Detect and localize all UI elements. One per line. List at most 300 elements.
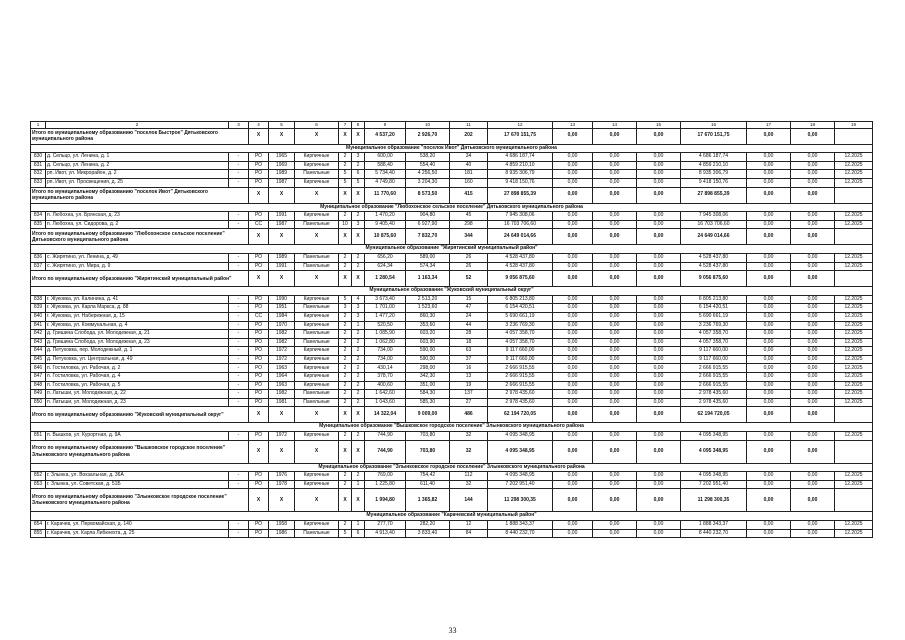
table-cell: 855: [31, 529, 46, 538]
table-cell: 10: [339, 220, 352, 229]
address-cell: рп. Ивот, ул. Микрорайон, д. 2: [46, 170, 229, 179]
table-cell: 2 666 915,55: [488, 381, 553, 390]
table-cell: 852: [31, 472, 46, 481]
table-cell: 2: [339, 347, 352, 356]
subtotal-cell: Х: [352, 271, 365, 287]
table-cell: 1 523,60: [406, 304, 450, 313]
table-cell: 0,00: [637, 338, 681, 347]
subtotal-cell: 4 537,20: [365, 128, 406, 144]
table-cell: Кирпичные: [295, 212, 339, 221]
subtotal-cell: 1 280,54: [365, 271, 406, 287]
table-cell: 5: [339, 529, 352, 538]
table-cell: 0,00: [593, 381, 637, 390]
table-cell: 0,00: [553, 338, 593, 347]
table-cell: Кирпичные: [295, 381, 339, 390]
table-cell: 4 686 187,74: [488, 153, 553, 162]
table-cell: -: [229, 364, 249, 373]
subtotal-cell: Х: [339, 407, 352, 423]
table-cell: 3 204,30: [406, 178, 450, 187]
table-cell: 4 528 437,80: [681, 262, 747, 271]
subtotal-cell: 0,00: [791, 229, 835, 245]
table-cell: 2: [339, 390, 352, 399]
table-cell: 0,00: [593, 480, 637, 489]
subtotal-cell: 202: [450, 128, 488, 144]
table-cell: 400,60: [365, 381, 406, 390]
table-cell: -: [229, 253, 249, 262]
table-cell: 4 913,40: [365, 529, 406, 538]
table-cell: 839: [31, 304, 46, 313]
table-cell: Панельные: [295, 304, 339, 313]
table-cell: 0,00: [791, 480, 835, 489]
table-row: [31, 220, 873, 229]
table-cell: 1972: [269, 432, 295, 441]
table-cell: 1970: [269, 321, 295, 330]
table-cell: 0,00: [747, 347, 791, 356]
table-cell: СС: [249, 220, 269, 229]
table-cell: 9 117 660,00: [488, 355, 553, 364]
table-cell: -: [229, 373, 249, 382]
subtotal-cell: 0,00: [553, 128, 593, 144]
table-cell: 1981: [269, 398, 295, 407]
table-cell: РО: [249, 330, 269, 339]
table-cell: 2: [339, 521, 352, 530]
table-cell: 1989: [269, 170, 295, 179]
subtotal-cell: 0,00: [747, 407, 791, 423]
table-cell: 2: [352, 398, 365, 407]
table-row: [31, 312, 873, 321]
table-cell: 44: [450, 321, 488, 330]
table-cell: 7 945 308,06: [488, 212, 553, 221]
table-cell: 6 154 420,51: [488, 304, 553, 313]
column-number: 16: [681, 122, 747, 129]
subtotal-cell: 0,00: [637, 271, 681, 287]
table-cell: 2 666 915,55: [681, 364, 747, 373]
table-cell: 6: [352, 170, 365, 179]
subtotal-cell: 0,00: [747, 128, 791, 144]
table-cell: Панельные: [295, 330, 339, 339]
table-cell: 0,00: [747, 381, 791, 390]
table-cell: 0,00: [593, 347, 637, 356]
table-cell: 0,00: [637, 161, 681, 170]
subtotal-cell: Х: [352, 440, 365, 463]
table-cell: 5: [339, 295, 352, 304]
subtotal-cell: 0,00: [747, 489, 791, 512]
table-cell: Кирпичные: [295, 178, 339, 187]
subtotal-label: Итого по муниципальному образованию "Жуковский муниципальный округ": [31, 407, 249, 423]
table-cell: Панельные: [295, 253, 339, 262]
table-cell: 2: [339, 330, 352, 339]
subtotal-cell: 62 194 720,05: [681, 407, 747, 423]
table-cell: 12.2025: [835, 304, 873, 313]
table-cell: 282,20: [406, 521, 450, 530]
table-cell: 0,00: [593, 529, 637, 538]
table-cell: 19: [450, 381, 488, 390]
table-cell: -: [229, 262, 249, 271]
table-cell: Кирпичные: [295, 521, 339, 530]
subtotal-cell: Х: [295, 229, 339, 245]
address-cell: п. Гостиловка, ул. Рабочая, д. 2: [46, 364, 229, 373]
table-cell: 2: [352, 472, 365, 481]
subtotal-cell: [835, 229, 873, 245]
table-cell: 850: [31, 398, 46, 407]
table-cell: 0,00: [593, 178, 637, 187]
subtotal-cell: Х: [249, 489, 269, 512]
table-cell: 12.2025: [835, 153, 873, 162]
address-cell: д. Гришина Слобода, ул. Молодежная, д. 23: [46, 338, 229, 347]
table-cell: 904,80: [406, 212, 450, 221]
table-cell: 2 666 915,55: [488, 373, 553, 382]
table-cell: 0,00: [791, 521, 835, 530]
subtotal-cell: 11 298 300,35: [681, 489, 747, 512]
table-cell: Кирпичные: [295, 321, 339, 330]
table-cell: 4 095 348,95: [681, 432, 747, 441]
subtotal-row: [31, 440, 873, 463]
table-cell: 1 225,80: [365, 480, 406, 489]
table-cell: 0,00: [553, 170, 593, 179]
table-cell: 835: [31, 220, 46, 229]
table-cell: 0,00: [553, 262, 593, 271]
table-cell: Панельные: [295, 529, 339, 538]
table-cell: 0,00: [593, 212, 637, 221]
table-cell: 0,00: [637, 529, 681, 538]
table-cell: 5: [352, 178, 365, 187]
table-cell: 63: [450, 347, 488, 356]
table-row: [31, 390, 873, 399]
table-cell: 0,00: [637, 153, 681, 162]
subtotal-cell: 0,00: [593, 128, 637, 144]
table-row: [31, 472, 873, 481]
table-cell: 0,00: [553, 212, 593, 221]
table-cell: 4 686 187,74: [681, 153, 747, 162]
table-cell: 1: [352, 521, 365, 530]
table-cell: 0,00: [637, 212, 681, 221]
table-cell: -: [229, 355, 249, 364]
table-row: [31, 178, 873, 187]
table-cell: 12.2025: [835, 262, 873, 271]
table-cell: 2: [339, 338, 352, 347]
table-cell: 8 440 232,70: [681, 529, 747, 538]
table-cell: 0,00: [553, 295, 593, 304]
table-cell: 12.2025: [835, 295, 873, 304]
table-cell: 2: [352, 212, 365, 221]
subtotal-cell: 4 095 348,95: [681, 440, 747, 463]
table-cell: 0,00: [747, 330, 791, 339]
column-number: 5: [269, 122, 295, 129]
subtotal-label: Итого по муниципальному образованию "Злынковское городское поселение" Злынковского муниципального района: [31, 489, 249, 512]
table-cell: 40: [450, 161, 488, 170]
table-cell: 836: [31, 253, 46, 262]
subtotal-cell: Х: [269, 187, 295, 203]
table-cell: 9 117 660,00: [681, 347, 747, 356]
table-cell: 849: [31, 390, 46, 399]
table-cell: РО: [249, 178, 269, 187]
section-header-row: [31, 423, 873, 432]
table-cell: 0,00: [553, 312, 593, 321]
table-cell: 6 927,90: [406, 220, 450, 229]
table-cell: 2: [339, 398, 352, 407]
address-cell: с. Жирятино, ул. Мира, д. 9: [46, 262, 229, 271]
table-cell: Кирпичные: [295, 432, 339, 441]
table-cell: РО: [249, 472, 269, 481]
table-cell: 0,00: [791, 212, 835, 221]
table-cell: 1 470,20: [365, 212, 406, 221]
table-cell: 1982: [269, 338, 295, 347]
table-row: [31, 347, 873, 356]
table-cell: 703,80: [406, 432, 450, 441]
subtotal-cell: 17 670 151,75: [488, 128, 553, 144]
table-cell: 0,00: [791, 364, 835, 373]
table-cell: 1984: [269, 312, 295, 321]
subtotal-cell: [835, 128, 873, 144]
address-cell: п. Латыши, ул. Молодежная, д. 23: [46, 398, 229, 407]
table-cell: -: [229, 480, 249, 489]
table-cell: 656,20: [365, 253, 406, 262]
subtotal-row: [31, 187, 873, 203]
address-cell: г. Злынка, ул. Вокзальная, д. 36А: [46, 472, 229, 481]
table-cell: 0,00: [637, 220, 681, 229]
table-cell: 0,00: [747, 364, 791, 373]
section-title: Муниципальное образование "поселок Ивот" Дятьковского муниципального района: [31, 144, 873, 153]
table-cell: 860,30: [406, 312, 450, 321]
table-cell: 2: [339, 364, 352, 373]
table-cell: 0,00: [553, 161, 593, 170]
subtotal-cell: 9 009,00: [406, 407, 450, 423]
table-cell: 2: [352, 347, 365, 356]
subtotal-cell: 0,00: [553, 440, 593, 463]
table-cell: 3: [352, 220, 365, 229]
subtotal-label: Итого по муниципальному образованию "поселок Быстрое" Дятьковского муниципального района: [31, 128, 249, 144]
table-row: [31, 304, 873, 313]
table-cell: 0,00: [593, 432, 637, 441]
table-cell: 12.2025: [835, 330, 873, 339]
subtotal-cell: Х: [339, 489, 352, 512]
table-cell: 1964: [269, 373, 295, 382]
subtotal-cell: Х: [295, 440, 339, 463]
table-cell: 12.2025: [835, 432, 873, 441]
subtotal-cell: 0,00: [593, 407, 637, 423]
section-header-row: [31, 245, 873, 254]
table-cell: 831: [31, 161, 46, 170]
table-cell: 0,00: [553, 220, 593, 229]
table-cell: 848: [31, 381, 46, 390]
subtotal-cell: 703,80: [406, 440, 450, 463]
table-cell: 4 859 210,10: [681, 161, 747, 170]
table-cell: 2 666 915,55: [488, 364, 553, 373]
table-cell: 1991: [269, 262, 295, 271]
table-cell: 9 117 660,00: [488, 347, 553, 356]
table-body: [31, 122, 873, 538]
table-cell: 2: [352, 253, 365, 262]
subtotal-cell: Х: [269, 229, 295, 245]
subtotal-cell: Х: [352, 489, 365, 512]
table-cell: 830: [31, 153, 46, 162]
column-number: 11: [450, 122, 488, 129]
table-cell: 538,20: [406, 153, 450, 162]
table-cell: 0,00: [593, 295, 637, 304]
table-cell: 32: [450, 432, 488, 441]
table-cell: Панельные: [295, 262, 339, 271]
table-row: [31, 262, 873, 271]
table-cell: 1963: [269, 364, 295, 373]
table-cell: 2: [352, 432, 365, 441]
subtotal-cell: 0,00: [637, 187, 681, 203]
table-cell: 0,00: [791, 347, 835, 356]
table-cell: 7 945 308,06: [681, 212, 747, 221]
subtotal-cell: Х: [295, 128, 339, 144]
subtotal-cell: 0,00: [637, 489, 681, 512]
table-cell: 298,00: [406, 364, 450, 373]
table-row: [31, 355, 873, 364]
subtotal-cell: Х: [352, 229, 365, 245]
table-cell: 0,00: [593, 521, 637, 530]
table-cell: 0,00: [553, 529, 593, 538]
table-cell: 12.2025: [835, 373, 873, 382]
subtotal-cell: [835, 187, 873, 203]
address-cell: г. Карачев, ул. Первомайская, д. 140: [46, 521, 229, 530]
table-cell: Кирпичные: [295, 153, 339, 162]
address-cell: д. Гришина Слобода, ул. Молодежная, д. 21: [46, 330, 229, 339]
subtotal-cell: 27 898 855,39: [681, 187, 747, 203]
subtotal-cell: 0,00: [637, 229, 681, 245]
table-cell: 0,00: [791, 161, 835, 170]
address-cell: г. Жуковка, ул. Коммунальная, д. 4: [46, 321, 229, 330]
subtotal-cell: 0,00: [637, 128, 681, 144]
table-cell: -: [229, 398, 249, 407]
table-cell: Кирпичные: [295, 161, 339, 170]
subtotal-cell: 0,00: [593, 440, 637, 463]
subtotal-cell: Х: [352, 128, 365, 144]
table-cell: 9 117 660,00: [681, 355, 747, 364]
section-title: Муниципальное образование "Вышковское городское поселение" Злынковского муниципального района: [31, 423, 873, 432]
table-cell: 1987: [269, 220, 295, 229]
subtotal-cell: 1 365,82: [406, 489, 450, 512]
table-cell: 7 202 951,40: [681, 480, 747, 489]
table-cell: 0,00: [593, 330, 637, 339]
subtotal-cell: 9 056 875,60: [681, 271, 747, 287]
subtotal-cell: [835, 407, 873, 423]
table-cell: 0,00: [593, 364, 637, 373]
subtotal-cell: Х: [249, 407, 269, 423]
subtotal-cell: Х: [352, 407, 365, 423]
table-cell: РО: [249, 347, 269, 356]
table-cell: 0,00: [791, 432, 835, 441]
table-row: [31, 253, 873, 262]
subtotal-label: Итого по муниципальному образованию "Жирятинский муниципальный район": [31, 271, 249, 287]
table-cell: Панельные: [295, 398, 339, 407]
subtotal-cell: Х: [295, 271, 339, 287]
table-cell: 2: [339, 355, 352, 364]
table-cell: РО: [249, 529, 269, 538]
subtotal-label: Итого по муниципальному образованию "Вышковское городское поселение" Злынковского муниципального района: [31, 440, 249, 463]
table-cell: 0,00: [791, 304, 835, 313]
subtotal-cell: 52: [450, 271, 488, 287]
table-cell: -: [229, 153, 249, 162]
table-cell: 0,00: [637, 312, 681, 321]
table-cell: -: [229, 390, 249, 399]
subtotal-cell: 0,00: [791, 128, 835, 144]
table-cell: 1958: [269, 521, 295, 530]
column-number: 4: [249, 122, 269, 129]
subtotal-cell: 0,00: [553, 271, 593, 287]
table-cell: 585,30: [406, 398, 450, 407]
table-cell: 554,40: [406, 161, 450, 170]
section-title: Муниципальное образование "Злынковское городское поселение" Злынковского муниципального района: [31, 463, 873, 472]
subtotal-cell: Х: [269, 407, 295, 423]
page-number: 33: [448, 626, 457, 635]
table-cell: 12.2025: [835, 178, 873, 187]
table-cell: РО: [249, 373, 269, 382]
table-cell: 0,00: [553, 480, 593, 489]
table-cell: 0,00: [593, 262, 637, 271]
column-number: 1: [31, 122, 46, 129]
subtotal-cell: 7 832,70: [406, 229, 450, 245]
table-cell: 0,00: [747, 390, 791, 399]
table-cell: 0,00: [791, 398, 835, 407]
table-cell: 430,14: [365, 364, 406, 373]
table-row: [31, 364, 873, 373]
subtotal-row: [31, 407, 873, 423]
table-cell: 0,00: [637, 398, 681, 407]
table-cell: Кирпичные: [295, 472, 339, 481]
column-number: 19: [835, 122, 873, 129]
subtotal-cell: 0,00: [593, 271, 637, 287]
table-cell: 0,00: [791, 321, 835, 330]
table-cell: 0,00: [791, 262, 835, 271]
table-row: [31, 381, 873, 390]
table-cell: 12.2025: [835, 338, 873, 347]
table-cell: 1976: [269, 472, 295, 481]
table-cell: РО: [249, 432, 269, 441]
subtotal-cell: 27 898 855,39: [488, 187, 553, 203]
table-cell: 600,00: [365, 153, 406, 162]
table-cell: 3: [352, 304, 365, 313]
table-cell: Панельные: [295, 170, 339, 179]
subtotal-cell: 0,00: [747, 187, 791, 203]
table-cell: 0,00: [747, 321, 791, 330]
table-cell: 1986: [269, 529, 295, 538]
table-cell: 0,00: [553, 330, 593, 339]
subtotal-cell: [835, 271, 873, 287]
section-header-row: [31, 144, 873, 153]
table-cell: -: [229, 381, 249, 390]
table-cell: 4 859 210,10: [488, 161, 553, 170]
table-cell: 2: [339, 253, 352, 262]
table-cell: 112: [450, 472, 488, 481]
table-cell: 12: [450, 521, 488, 530]
table-cell: 2 978 435,60: [681, 398, 747, 407]
table-row: [31, 330, 873, 339]
table-cell: 0,00: [553, 364, 593, 373]
table-cell: 2: [339, 161, 352, 170]
table-cell: 0,00: [791, 312, 835, 321]
subtotal-cell: 0,00: [791, 187, 835, 203]
table-cell: 4 095 348,95: [488, 432, 553, 441]
subtotal-cell: 0,00: [553, 489, 593, 512]
table-cell: 37: [450, 355, 488, 364]
subtotal-cell: 8 573,50: [406, 187, 450, 203]
table-cell: 1: [352, 321, 365, 330]
table-cell: 34: [450, 153, 488, 162]
table-cell: 181: [450, 170, 488, 179]
table-cell: 0,00: [637, 304, 681, 313]
table-cell: 0,00: [553, 253, 593, 262]
table-cell: 0,00: [637, 472, 681, 481]
table-cell: 754,42: [406, 472, 450, 481]
table-row: [31, 529, 873, 538]
address-cell: п. Вышков, ул. Курортная, д. 9А: [46, 432, 229, 441]
table-cell: 6: [352, 529, 365, 538]
table-cell: 12.2025: [835, 521, 873, 530]
